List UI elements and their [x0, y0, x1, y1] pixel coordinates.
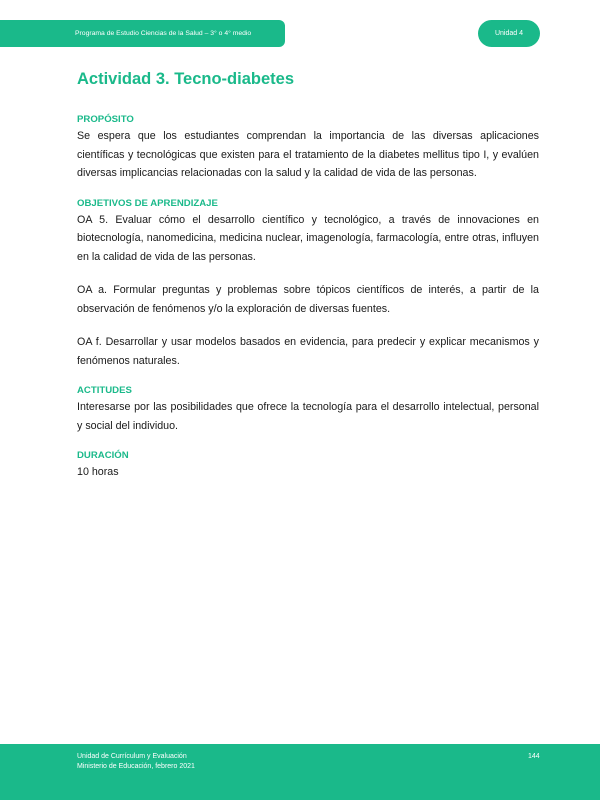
objectives-section — [77, 198, 539, 371]
footer-band — [0, 744, 600, 800]
duration-section — [77, 450, 539, 482]
header-band-left — [0, 20, 64, 47]
program-title: Programa de Estudio Ciencias de la Salud – 3° o 4° medio — [75, 30, 252, 37]
header-band — [61, 20, 285, 47]
activity-title: Actividad 3. Tecno-diabetes — [77, 70, 294, 88]
duration-text: 10 horas — [77, 466, 119, 478]
attitudes-text: Interesarse por las posibilidades que ofrece la tecnología para el desarrollo intelectual, personal y social del individuo. — [77, 401, 539, 432]
purpose-section — [77, 114, 539, 183]
attitudes-section — [77, 385, 539, 435]
purpose-text: Se espera que los estudiantes comprendan la importancia de las diversas aplicaciones científicas y tecnológicas que existen para el tratamiento de la diabetes mellitus tipo I, y evalúen diversas implicancias relacionadas con la salud y la calidad de vida de las personas. — [77, 130, 539, 179]
objective-item: OA 5. Evaluar cómo el desarrollo científico y tecnológico, a través de innovaciones en biotecnología, nanomedicina, medicina nuclear, imagenología, farmacología, entre otras, influyen en la calidad de vida de las personas. — [77, 213, 539, 263]
duration-heading: DURACIÓN — [77, 450, 129, 461]
purpose-heading: PROPÓSITO — [77, 114, 134, 125]
footer-ministry: Ministerio de Educación, febrero 2021 — [77, 763, 195, 770]
footer-unit: Unidad de Currículum y Evaluación — [77, 753, 187, 760]
unit-label: Unidad 4 — [494, 30, 524, 37]
objective-item: OA a. Formular preguntas y problemas sobre tópicos científicos de interés, a partir de la observación de fenómenos y/o la exploración de diversas fuentes. — [77, 284, 539, 315]
attitudes-heading: ACTITUDES — [77, 385, 132, 396]
unit-badge — [478, 20, 540, 47]
page-number: 144 — [528, 753, 540, 760]
objective-item: OA f. Desarrollar y usar modelos basados en evidencia, para predecir y explicar mecanismos y fenómenos naturales. — [77, 336, 539, 367]
objectives-heading: OBJETIVOS DE APRENDIZAJE — [77, 197, 218, 209]
main-content — [77, 70, 539, 497]
